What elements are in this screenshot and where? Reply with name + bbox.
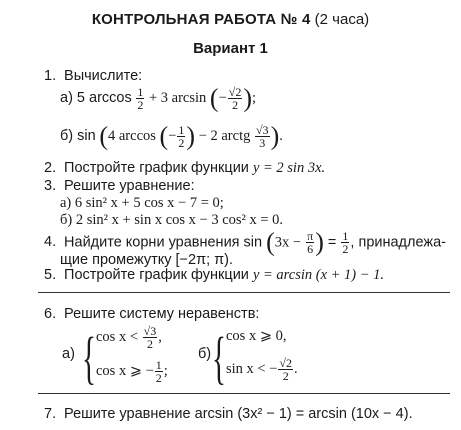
paren-right: ) bbox=[186, 121, 196, 151]
task-1b-end: . bbox=[279, 127, 283, 144]
numerator: √3 bbox=[143, 324, 157, 338]
denominator: 2 bbox=[282, 369, 289, 383]
denominator: 2 bbox=[232, 98, 239, 112]
numerator: √3 bbox=[255, 123, 269, 137]
task-2 bbox=[44, 160, 325, 177]
task-3a: а) 6 sin² x + 5 cos x − 7 = 0; bbox=[60, 195, 224, 211]
page-title bbox=[0, 11, 461, 28]
paren-left: ( bbox=[159, 121, 169, 151]
fraction bbox=[155, 359, 163, 384]
task-1a-mid: + 3 arcsin bbox=[148, 89, 207, 106]
task-1b-mid: − 2 arctg bbox=[198, 127, 251, 144]
task-6a-row-1-end: , bbox=[158, 328, 162, 345]
brace-icon: { bbox=[82, 325, 96, 390]
task-6-heading bbox=[44, 306, 259, 322]
denominator: 6 bbox=[307, 242, 314, 256]
task-6a-row-2 bbox=[96, 359, 168, 384]
task-2-number: 2. bbox=[44, 160, 57, 176]
denominator: 2 bbox=[146, 337, 153, 351]
minus-sign: − bbox=[168, 127, 177, 144]
denominator: 2 bbox=[342, 242, 349, 256]
title-rest: (2 часа) bbox=[310, 11, 370, 28]
task-1a bbox=[60, 83, 257, 113]
denominator: 2 bbox=[178, 136, 185, 150]
fraction bbox=[341, 230, 349, 255]
fraction bbox=[228, 86, 243, 111]
task-1-text: Вычислите: bbox=[64, 68, 143, 84]
task-1a-label: а) 5 arccos bbox=[60, 89, 132, 106]
numerator: 1 bbox=[342, 229, 349, 243]
task-3-number: 3. bbox=[44, 178, 57, 194]
task-6-text: Решите систему неравенств: bbox=[64, 306, 260, 322]
paren-right: ) bbox=[315, 227, 324, 257]
task-5-number: 5. bbox=[44, 267, 57, 283]
task-6a-row-2-end: ; bbox=[163, 362, 168, 379]
task-7 bbox=[44, 406, 413, 422]
brace-icon: { bbox=[212, 325, 226, 390]
fraction bbox=[177, 124, 185, 149]
paren-left: ( bbox=[209, 83, 219, 113]
task-5-text: Постройте график функции bbox=[64, 267, 249, 283]
equals-sign: = bbox=[327, 234, 337, 251]
divider bbox=[38, 393, 450, 394]
task-1-heading bbox=[44, 68, 142, 84]
task-6a-label: а) bbox=[62, 346, 75, 362]
task-1b-part: 4 arccos bbox=[108, 127, 156, 144]
paren-right: ) bbox=[270, 121, 280, 151]
task-5 bbox=[44, 267, 384, 284]
task-3-heading bbox=[44, 178, 195, 194]
task-6b-row-2-text: sin x < − bbox=[226, 360, 278, 377]
task-2-formula: y = 2 sin 3x. bbox=[252, 160, 326, 176]
task-3b: б) 2 sin² x + sin x cos x − 3 cos² x = 0. bbox=[60, 212, 284, 228]
variant-heading: Вариант 1 bbox=[193, 40, 268, 57]
fraction bbox=[255, 124, 270, 149]
task-1b bbox=[60, 121, 283, 151]
task-1a-end: ; bbox=[252, 89, 257, 106]
paren-left: ( bbox=[99, 121, 108, 151]
divider bbox=[38, 292, 450, 293]
task-4-line-2: щие промежутку [−2π; π). bbox=[60, 252, 233, 268]
task-3-text: Решите уравнение: bbox=[64, 178, 195, 194]
task-6b-row-2 bbox=[226, 357, 298, 382]
task-6a-row-1-text: cos x < bbox=[96, 328, 139, 345]
numerator: π bbox=[307, 229, 314, 243]
task-6-number: 6. bbox=[44, 306, 57, 322]
paren-left: ( bbox=[266, 227, 275, 257]
denominator: 3 bbox=[259, 136, 266, 150]
task-1-number: 1. bbox=[44, 68, 57, 84]
task-4-inner: 3x − bbox=[274, 234, 302, 251]
numerator: √2 bbox=[279, 356, 292, 370]
task-2-text: Постройте график функции bbox=[64, 160, 249, 176]
task-6b-label: б) bbox=[198, 346, 212, 362]
denominator: 2 bbox=[137, 98, 144, 112]
paren-right: ) bbox=[243, 83, 253, 113]
title-bold: КОНТРОЛЬНАЯ РАБОТА № 4 bbox=[91, 11, 311, 28]
task-4-text: Найдите корни уравнения sin bbox=[64, 234, 263, 251]
numerator: 1 bbox=[137, 85, 144, 99]
fraction bbox=[306, 230, 314, 255]
task-4-tail: , принадлежа- bbox=[350, 234, 446, 251]
task-7-text: Решите уравнение arcsin (3x² − 1) = arcsin (10x − 4). bbox=[64, 406, 413, 422]
fraction bbox=[143, 325, 158, 350]
fraction bbox=[136, 86, 144, 111]
task-1b-label: б) sin bbox=[60, 127, 96, 144]
task-6a-row-2-text: cos x ⩾ − bbox=[96, 362, 154, 379]
fraction bbox=[278, 357, 293, 382]
task-7-number: 7. bbox=[44, 406, 57, 422]
task-6b-row-1: cos x ⩾ 0, bbox=[226, 328, 287, 344]
denominator: 2 bbox=[155, 371, 162, 385]
task-6b-row-2-end: . bbox=[294, 360, 298, 377]
minus-sign: − bbox=[218, 89, 227, 106]
task-5-formula: y = arcsin (x + 1) − 1. bbox=[252, 267, 385, 283]
numerator: 1 bbox=[178, 123, 185, 137]
numerator: √2 bbox=[228, 85, 242, 99]
numerator: 1 bbox=[155, 358, 162, 372]
task-4-number: 4. bbox=[44, 234, 57, 251]
task-6a-row-1 bbox=[96, 325, 162, 350]
